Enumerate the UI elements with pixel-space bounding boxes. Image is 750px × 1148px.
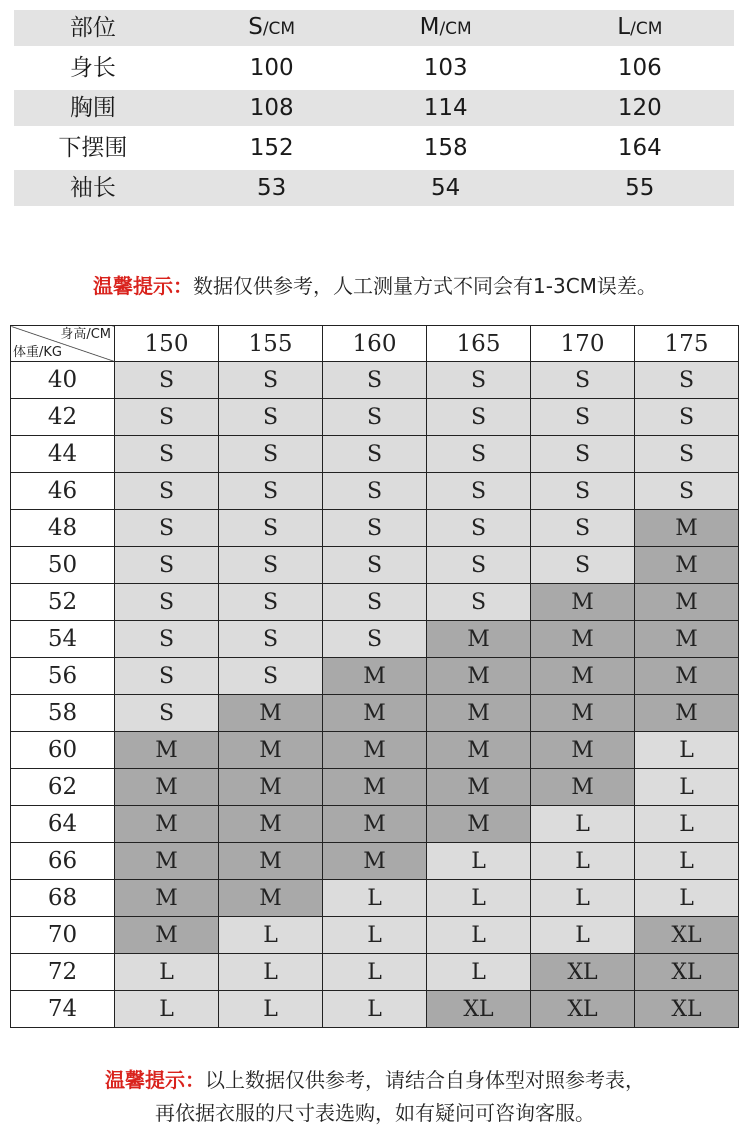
- size-cell: S: [427, 584, 531, 621]
- measurement-value: 108: [249, 95, 294, 121]
- size-cell: M: [323, 843, 427, 880]
- size-cell: L: [323, 880, 427, 917]
- weight-label: 40: [11, 362, 115, 399]
- height-header: 160: [323, 326, 427, 362]
- size-chart-row: [11, 917, 739, 954]
- size-cell: M: [115, 732, 219, 769]
- size-cell: S: [115, 658, 219, 695]
- size-cell: S: [115, 473, 219, 510]
- size-cell: M: [427, 621, 531, 658]
- size-cell: L: [323, 954, 427, 991]
- corner-cell: [11, 326, 115, 362]
- size-cell: M: [219, 806, 323, 843]
- size-cell: XL: [531, 954, 635, 991]
- measurement-value: 100: [249, 55, 294, 81]
- weight-label: 48: [11, 510, 115, 547]
- measurement-part: 身长: [69, 55, 116, 81]
- size-cell: S: [323, 399, 427, 436]
- weight-label: 44: [11, 436, 115, 473]
- size-chart-row: [11, 732, 739, 769]
- measurement-row: [14, 130, 734, 166]
- size-cell: L: [115, 991, 219, 1028]
- size-cell: M: [115, 917, 219, 954]
- size-letter: L: [617, 14, 631, 40]
- measurement-row: [14, 90, 734, 126]
- size-cell: M: [531, 658, 635, 695]
- size-cell: L: [531, 917, 635, 954]
- size-cell: M: [635, 658, 739, 695]
- size-chart-row: [11, 954, 739, 991]
- size-cell: S: [323, 547, 427, 584]
- size-cell: S: [115, 547, 219, 584]
- size-cell: M: [635, 510, 739, 547]
- measurement-value: 152: [249, 135, 294, 161]
- measurement-row: [14, 50, 734, 86]
- size-cell: S: [427, 473, 531, 510]
- measurement-rows: [14, 50, 734, 206]
- header-part: 部位: [69, 15, 116, 41]
- size-chart-row: [11, 510, 739, 547]
- size-cell: M: [531, 621, 635, 658]
- size-cell: S: [115, 362, 219, 399]
- size-cell: S: [635, 436, 739, 473]
- size-cell: L: [219, 917, 323, 954]
- weight-label: 56: [11, 658, 115, 695]
- tip-line-2: [0, 1064, 750, 1130]
- size-cell: S: [115, 695, 219, 732]
- size-cell: L: [323, 917, 427, 954]
- measurement-part: 胸围: [69, 95, 116, 121]
- size-cell: M: [323, 695, 427, 732]
- size-chart-row: [11, 399, 739, 436]
- size-cell: XL: [531, 991, 635, 1028]
- size-unit: /CM: [630, 19, 663, 39]
- size-cell: M: [427, 769, 531, 806]
- weight-label: 66: [11, 843, 115, 880]
- header-size-l: [546, 9, 734, 47]
- size-chart-row: [11, 769, 739, 806]
- size-cell: S: [115, 510, 219, 547]
- size-cell: S: [531, 399, 635, 436]
- size-cell: S: [115, 399, 219, 436]
- size-cell: M: [115, 769, 219, 806]
- measurement-value: 106: [617, 55, 662, 81]
- size-cell: S: [531, 436, 635, 473]
- weight-label: 52: [11, 584, 115, 621]
- weight-label: 70: [11, 917, 115, 954]
- tip-text: 数据仅供参考，人工测量方式不同会有1-3CM误差。: [193, 274, 657, 298]
- size-cell: L: [531, 880, 635, 917]
- size-unit: /CM: [262, 19, 296, 39]
- measurement-value: 164: [617, 135, 662, 161]
- size-cell: M: [323, 806, 427, 843]
- size-cell: XL: [635, 991, 739, 1028]
- size-cell: S: [219, 584, 323, 621]
- size-cell: L: [427, 917, 531, 954]
- size-cell: M: [115, 880, 219, 917]
- size-chart-header-row: [11, 326, 739, 362]
- measurement-value: 54: [431, 175, 461, 201]
- size-cell: L: [635, 843, 739, 880]
- size-unit: /CM: [439, 19, 472, 39]
- height-header: 150: [115, 326, 219, 362]
- size-cell: S: [635, 473, 739, 510]
- size-chart-row: [11, 880, 739, 917]
- size-cell: S: [115, 584, 219, 621]
- size-chart-row: [11, 991, 739, 1028]
- measurement-header-row: [14, 10, 734, 46]
- height-header: 155: [219, 326, 323, 362]
- size-cell: M: [635, 584, 739, 621]
- size-cell: M: [531, 584, 635, 621]
- size-cell: S: [427, 399, 531, 436]
- size-cell: L: [635, 880, 739, 917]
- size-cell: L: [531, 806, 635, 843]
- weight-label: 60: [11, 732, 115, 769]
- size-cell: XL: [427, 991, 531, 1028]
- measurement-table: [14, 10, 734, 210]
- size-cell: L: [531, 843, 635, 880]
- measurement-part: 下摆围: [58, 135, 128, 161]
- tip-line-1: [0, 270, 750, 299]
- size-cell: L: [219, 954, 323, 991]
- size-cell: M: [115, 843, 219, 880]
- measurement-value: 53: [257, 175, 287, 201]
- weight-label: 54: [11, 621, 115, 658]
- size-cell: S: [427, 547, 531, 584]
- measurement-value: 158: [423, 135, 468, 161]
- size-cell: L: [219, 991, 323, 1028]
- size-cell: S: [531, 362, 635, 399]
- size-cell: S: [219, 362, 323, 399]
- size-cell: M: [531, 769, 635, 806]
- tip-lead: 温馨提示：: [105, 1068, 205, 1092]
- measurement-value: 103: [423, 55, 468, 81]
- size-cell: S: [323, 436, 427, 473]
- size-cell: M: [219, 843, 323, 880]
- size-cell: S: [323, 362, 427, 399]
- size-cell: L: [427, 880, 531, 917]
- size-cell: M: [427, 806, 531, 843]
- size-cell: S: [219, 621, 323, 658]
- size-chart-row: [11, 473, 739, 510]
- corner-height-label: 身高/CM: [60, 327, 111, 342]
- size-cell: M: [219, 732, 323, 769]
- size-cell: S: [427, 436, 531, 473]
- size-cell: L: [115, 954, 219, 991]
- size-cell: M: [323, 658, 427, 695]
- size-cell: M: [427, 695, 531, 732]
- size-chart-row: [11, 695, 739, 732]
- tip2-text2: 再依据衣服的尺寸表选购，如有疑问可咨询客服。: [155, 1101, 595, 1125]
- size-cell: M: [635, 621, 739, 658]
- size-cell: M: [531, 732, 635, 769]
- header-size-s: [172, 9, 346, 47]
- size-chart-row: [11, 621, 739, 658]
- size-cell: S: [219, 510, 323, 547]
- size-cell: M: [427, 658, 531, 695]
- size-cell: S: [323, 510, 427, 547]
- tip2-text1: 以上数据仅供参考，请结合自身体型对照参考表，: [205, 1068, 645, 1092]
- size-cell: S: [323, 621, 427, 658]
- size-cell: XL: [635, 917, 739, 954]
- size-cell: M: [531, 695, 635, 732]
- size-cell: L: [427, 843, 531, 880]
- weight-label: 50: [11, 547, 115, 584]
- size-chart-row: [11, 436, 739, 473]
- size-cell: S: [531, 510, 635, 547]
- weight-label: 74: [11, 991, 115, 1028]
- measurement-value: 55: [625, 175, 655, 201]
- size-cell: S: [219, 658, 323, 695]
- measurement-value: 120: [617, 95, 662, 121]
- size-cell: M: [219, 769, 323, 806]
- weight-label: 62: [11, 769, 115, 806]
- size-cell: L: [323, 991, 427, 1028]
- size-cell: M: [219, 695, 323, 732]
- size-cell: S: [115, 436, 219, 473]
- size-chart-row: [11, 843, 739, 880]
- size-cell: M: [635, 547, 739, 584]
- size-cell: M: [323, 732, 427, 769]
- corner-weight-label: 体重/KG: [13, 345, 62, 360]
- size-cell: L: [635, 732, 739, 769]
- height-header: 165: [427, 326, 531, 362]
- height-header: 175: [635, 326, 739, 362]
- size-chart-row: [11, 806, 739, 843]
- header-size-m: [346, 9, 546, 47]
- size-cell: S: [219, 399, 323, 436]
- size-cell: S: [219, 547, 323, 584]
- size-cell: S: [531, 547, 635, 584]
- size-cell: S: [115, 621, 219, 658]
- weight-label: 68: [11, 880, 115, 917]
- size-cell: S: [323, 473, 427, 510]
- size-cell: M: [323, 769, 427, 806]
- size-cell: S: [323, 584, 427, 621]
- size-chart-row: [11, 584, 739, 621]
- tip2-line1: [0, 1064, 750, 1097]
- size-chart-row: [11, 547, 739, 584]
- weight-label: 72: [11, 954, 115, 991]
- weight-label: 58: [11, 695, 115, 732]
- size-chart-row: [11, 362, 739, 399]
- size-cell: S: [635, 362, 739, 399]
- size-letter: S: [248, 14, 263, 40]
- size-letter: M: [419, 14, 440, 40]
- height-header: 170: [531, 326, 635, 362]
- size-cell: S: [635, 399, 739, 436]
- size-cell: L: [427, 954, 531, 991]
- size-cell: M: [635, 695, 739, 732]
- size-cell: M: [427, 732, 531, 769]
- size-cell: S: [427, 362, 531, 399]
- size-cell: M: [219, 880, 323, 917]
- measurement-part: 袖长: [69, 175, 116, 201]
- measurement-value: 114: [423, 95, 468, 121]
- size-chart-table: [10, 325, 739, 1028]
- size-cell: S: [531, 473, 635, 510]
- measurement-row: [14, 170, 734, 206]
- size-cell: L: [635, 806, 739, 843]
- size-cell: S: [219, 436, 323, 473]
- size-cell: M: [115, 806, 219, 843]
- weight-label: 64: [11, 806, 115, 843]
- weight-label: 42: [11, 399, 115, 436]
- size-cell: XL: [635, 954, 739, 991]
- size-cell: S: [219, 473, 323, 510]
- size-chart-row: [11, 658, 739, 695]
- size-cell: L: [635, 769, 739, 806]
- tip-lead: 温馨提示：: [93, 274, 194, 298]
- size-cell: S: [427, 510, 531, 547]
- weight-label: 46: [11, 473, 115, 510]
